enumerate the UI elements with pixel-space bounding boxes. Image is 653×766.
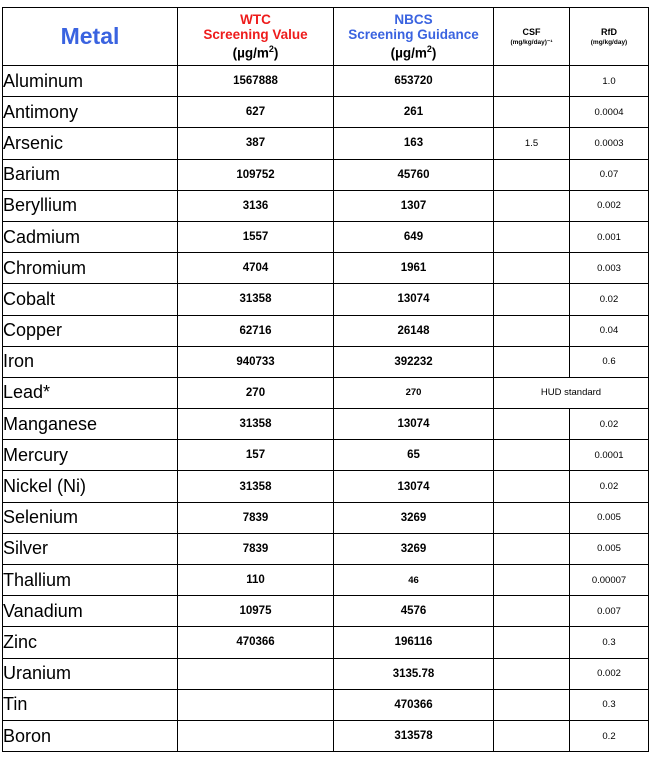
wtc-value-cell: 4704 [178,253,334,284]
rfd-value-cell: 0.003 [570,253,649,284]
header-csf: CSF (mg/kg/day)⁻¹ [494,8,570,66]
nbcs-value-cell: 261 [334,97,494,128]
csf-value-cell [494,97,570,128]
wtc-value-cell: 109752 [178,159,334,190]
metal-name-cell: Manganese [3,409,178,440]
nbcs-value-cell: 1307 [334,190,494,221]
metal-name-cell: Boron [3,720,178,751]
csf-value-cell [494,720,570,751]
nbcs-value-cell: 3135.78 [334,658,494,689]
rfd-value-cell: 0.0004 [570,97,649,128]
wtc-value-cell: 62716 [178,315,334,346]
rfd-value-cell: 0.3 [570,627,649,658]
nbcs-value-cell: 46 [334,565,494,596]
metal-name-cell: Barium [3,159,178,190]
wtc-value-cell: 31358 [178,284,334,315]
header-rfd: RfD (mg/kg/day) [570,8,649,66]
header-nbcs-screening-guidance [334,8,494,66]
metal-name-cell: Iron [3,346,178,377]
rfd-value-cell: 0.005 [570,502,649,533]
table-row [3,471,649,502]
header-wtc-line1: WTC [240,12,271,28]
nbcs-value-cell: 270 [334,377,494,408]
table-body [3,66,649,752]
rfd-value-cell: 0.002 [570,658,649,689]
wtc-value-cell: 270 [178,377,334,408]
header-wtc-screening-value [178,8,334,66]
wtc-value-cell: 31358 [178,409,334,440]
csf-value-cell [494,658,570,689]
csf-value-cell [494,221,570,252]
wtc-value-cell: 7839 [178,502,334,533]
nbcs-value-cell: 649 [334,221,494,252]
table-row [3,720,649,751]
metal-name-cell: Cobalt [3,284,178,315]
rfd-value-cell: 0.0003 [570,128,649,159]
rfd-value-cell: 0.001 [570,221,649,252]
metal-name-cell: Lead* [3,377,178,408]
wtc-value-cell [178,689,334,720]
rfd-value-cell: 0.007 [570,596,649,627]
nbcs-value-cell: 313578 [334,720,494,751]
nbcs-value-cell: 163 [334,128,494,159]
nbcs-value-cell: 196116 [334,627,494,658]
table-row [3,409,649,440]
wtc-value-cell: 387 [178,128,334,159]
metal-name-cell: Uranium [3,658,178,689]
table-row [3,284,649,315]
metal-name-cell: Beryllium [3,190,178,221]
metal-name-cell: Nickel (Ni) [3,471,178,502]
table-row [3,97,649,128]
nbcs-value-cell: 4576 [334,596,494,627]
table-row [3,533,649,564]
table-row [3,502,649,533]
wtc-value-cell: 157 [178,440,334,471]
nbcs-value-cell: 3269 [334,533,494,564]
table-row [3,658,649,689]
csf-value-cell [494,346,570,377]
rfd-value-cell: 0.3 [570,689,649,720]
csf-value-cell [494,284,570,315]
table-row [3,689,649,720]
nbcs-value-cell: 13074 [334,409,494,440]
wtc-value-cell: 1557 [178,221,334,252]
nbcs-value-cell: 45760 [334,159,494,190]
csf-value-cell [494,315,570,346]
wtc-value-cell: 7839 [178,533,334,564]
csf-value-cell [494,440,570,471]
nbcs-value-cell: 65 [334,440,494,471]
header-wtc-line2: Screening Value [203,27,308,43]
rfd-value-cell: 0.2 [570,720,649,751]
rfd-value-cell: 0.02 [570,471,649,502]
table-row [3,627,649,658]
table-row [3,315,649,346]
nbcs-value-cell: 13074 [334,471,494,502]
rfd-value-cell: 0.005 [570,533,649,564]
table-row [3,221,649,252]
rfd-value-cell: 0.00007 [570,565,649,596]
metal-name-cell: Vanadium [3,596,178,627]
header-nbcs-line2: Screening Guidance [348,27,479,43]
csf-value-cell [494,159,570,190]
header-nbcs-unit: $(\mu g/m^2)$ [390,44,437,61]
metal-name-cell: Copper [3,315,178,346]
nbcs-value-cell: 653720 [334,66,494,97]
metal-name-cell: Mercury [3,440,178,471]
csf-value-cell [494,689,570,720]
table-row [3,346,649,377]
table-row [3,159,649,190]
csf-value-cell [494,565,570,596]
rfd-value-cell: 0.04 [570,315,649,346]
nbcs-value-cell: 470366 [334,689,494,720]
wtc-value-cell: 110 [178,565,334,596]
csf-value-cell: 1.5 [494,128,570,159]
nbcs-value-cell: 13074 [334,284,494,315]
metal-name-cell: Thallium [3,565,178,596]
csf-value-cell [494,502,570,533]
rfd-value-cell: 0.02 [570,409,649,440]
rfd-value-cell: 1.0 [570,66,649,97]
table-row [3,190,649,221]
metal-name-cell: Tin [3,689,178,720]
wtc-value-cell: 940733 [178,346,334,377]
header-nbcs-line1: NBCS [394,12,433,28]
csf-value-cell [494,596,570,627]
metal-name-cell: Zinc [3,627,178,658]
metal-name-cell: Antimony [3,97,178,128]
rfd-value-cell: 0.0001 [570,440,649,471]
csf-value-cell [494,253,570,284]
table-row [3,596,649,627]
table-row [3,66,649,97]
wtc-value-cell [178,658,334,689]
wtc-value-cell [178,720,334,751]
table-row [3,253,649,284]
metal-name-cell: Aluminum [3,66,178,97]
header-row [3,8,649,66]
wtc-value-cell: 31358 [178,471,334,502]
metals-screening-table [2,7,649,752]
rfd-value-cell: 0.02 [570,284,649,315]
table-row [3,565,649,596]
rfd-value-cell: 0.002 [570,190,649,221]
table-row [3,128,649,159]
rfd-value-cell: 0.6 [570,346,649,377]
nbcs-value-cell: 1961 [334,253,494,284]
csf-value-cell [494,533,570,564]
wtc-value-cell: 3136 [178,190,334,221]
nbcs-value-cell: 392232 [334,346,494,377]
nbcs-value-cell: 3269 [334,502,494,533]
csf-value-cell [494,190,570,221]
header-wtc-unit: $(\mu g/m^2)$ [232,44,279,61]
nbcs-value-cell: 26148 [334,315,494,346]
rfd-value-cell: 0.07 [570,159,649,190]
csf-value-cell [494,66,570,97]
table-row [3,440,649,471]
wtc-value-cell: 627 [178,97,334,128]
table-row [3,377,649,408]
csf-value-cell [494,409,570,440]
header-metal: Metal [3,8,178,66]
wtc-value-cell: 470366 [178,627,334,658]
wtc-value-cell: 10975 [178,596,334,627]
csf-value-cell [494,627,570,658]
metal-name-cell: Chromium [3,253,178,284]
metal-name-cell: Selenium [3,502,178,533]
metal-name-cell: Arsenic [3,128,178,159]
metal-name-cell: Silver [3,533,178,564]
wtc-value-cell: 1567888 [178,66,334,97]
hud-standard-note-cell: HUD standard [494,377,649,408]
metal-name-cell: Cadmium [3,221,178,252]
csf-value-cell [494,471,570,502]
